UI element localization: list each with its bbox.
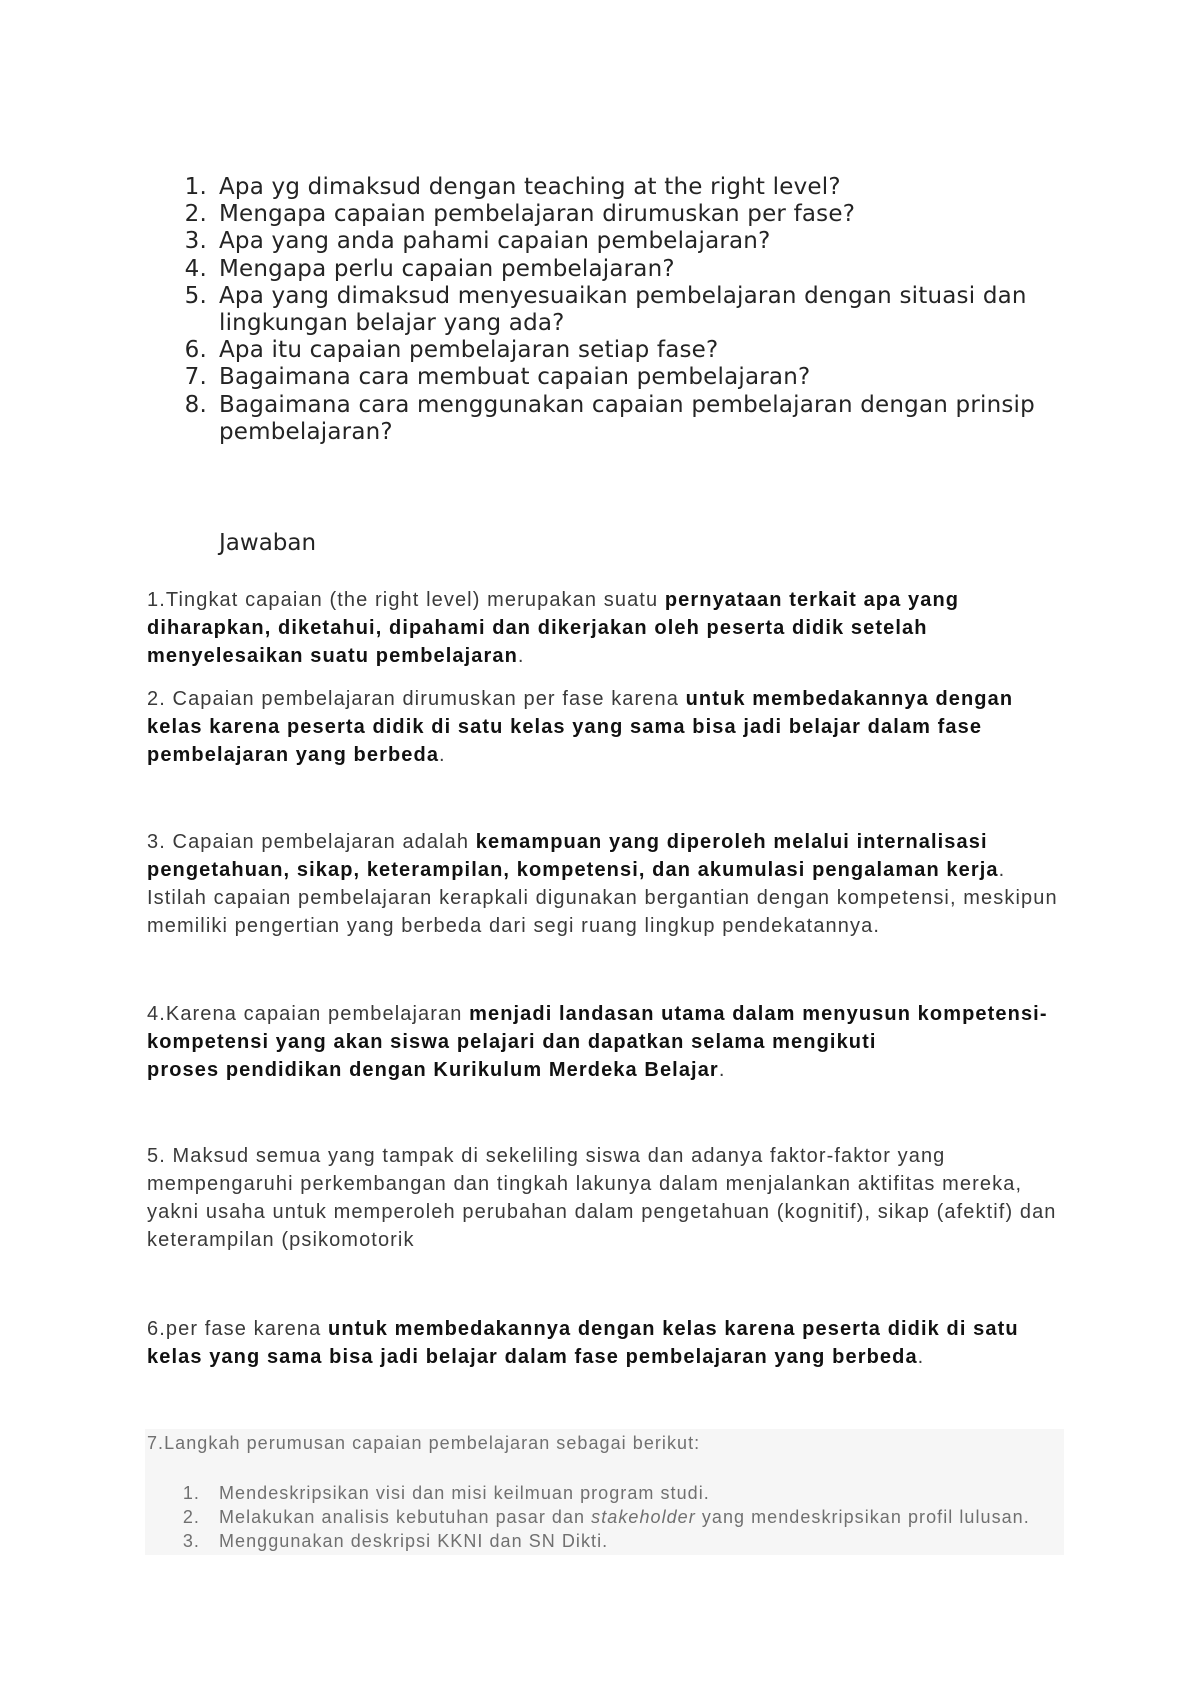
answer-5 [147, 1142, 1057, 1254]
answer-4 [147, 1000, 1048, 1084]
answer-emphasis: untuk membedakannya dengan [685, 688, 1014, 710]
answer-emphasis: kelas karena peserta didik di satu kelas yang sama bisa jadi belajar dalam fase [147, 716, 983, 738]
question-number: 3. [184, 228, 207, 255]
question-text: Mengapa perlu capaian pembelajaran? [219, 255, 675, 282]
question-item [175, 228, 1035, 255]
answer-line [147, 1226, 1057, 1254]
answer-line [147, 741, 1013, 769]
answer-emphasis: menyelesaikan suatu pembelajaran [147, 645, 518, 667]
answer-line [147, 1315, 1019, 1343]
answer-text: . [718, 1059, 726, 1081]
question-number: 4. [184, 255, 207, 282]
answer-3 [147, 828, 1058, 940]
answer-line [147, 856, 1058, 884]
answer-text: . [517, 645, 525, 667]
question-text: Mengapa capaian pembelajaran dirumuskan per fase? [219, 201, 856, 228]
answer-text: memiliki pengertian yang berbeda dari segi ruang lingkup pendekatannya. [147, 915, 880, 937]
answer-emphasis: pengetahuan, sikap, keterampilan, kompetensi, dan akumulasi pengalaman kerja [147, 859, 999, 881]
answer-line [147, 1028, 1048, 1056]
step-number: 3. [182, 1531, 200, 1551]
answer-text: . [439, 744, 446, 766]
answer-emphasis: pernyataan terkait apa yang [664, 589, 960, 611]
question-item [175, 392, 1035, 446]
answer-1 [147, 586, 959, 670]
answer-line [147, 1142, 1057, 1170]
step-number: 1. [182, 1483, 200, 1503]
answer-line [147, 1000, 1048, 1028]
answer-2 [147, 685, 1013, 769]
step-text: yang mendeskripsikan profil lulusan. [695, 1507, 1030, 1527]
answer-text: 5. Maksud semua yang tampak di sekeliling siswa dan adanya faktor-faktor yang [147, 1145, 946, 1167]
answer-line [147, 1198, 1057, 1226]
answer-text: Istilah capaian pembelajaran kerapkali digunakan bergantian dengan kompetensi, meskipun [147, 887, 1058, 909]
step-item [145, 1529, 1030, 1553]
answer-emphasis: untuk membedakannya dengan kelas karena peserta didik di satu [328, 1318, 1019, 1340]
steps-box [145, 1429, 1064, 1555]
answers-heading: Jawaban [219, 530, 317, 556]
answer-emphasis: kelas yang sama bisa jadi belajar dalam fase pembelajaran yang berbeda [147, 1346, 918, 1368]
answer-emphasis: kompetensi yang akan siswa pelajari dan dapatkan selama mengikuti [147, 1031, 877, 1053]
steps-list [145, 1481, 1030, 1553]
question-list [175, 174, 1035, 446]
answer-text: yakni usaha untuk memperoleh perubahan dalam pengetahuan (kognitif), sikap (afektif) dan [147, 1201, 1057, 1223]
step-text: Menggunakan deskripsi KKNI dan SN Dikti. [219, 1531, 609, 1551]
question-item [175, 364, 1035, 391]
answer-line [147, 912, 1058, 940]
question-text: Apa yg dimaksud dengan teaching at the right level? [219, 174, 841, 200]
answer-line [147, 1343, 1019, 1371]
answer-emphasis: menjadi landasan utama dalam menyusun kompetensi- [469, 1003, 1048, 1025]
answer-text: 2. Capaian pembelajaran dirumuskan per fase karena [147, 688, 686, 710]
question-text: Apa itu capaian pembelajaran setiap fase? [219, 337, 719, 364]
answer-line [147, 685, 1013, 713]
answer-text: keterampilan (psikomotorik [147, 1229, 415, 1251]
question-text: Apa yang anda pahami capaian pembelajaran? [219, 228, 771, 255]
question-item [175, 283, 1035, 337]
answer-text: . [917, 1346, 925, 1368]
question-number: 1. [184, 174, 207, 200]
question-item [175, 256, 1035, 283]
answer-line [147, 884, 1058, 912]
answer-text: . [998, 859, 1006, 881]
step-text: Melakukan analisis kebutuhan pasar dan [219, 1507, 592, 1527]
steps-intro: 7.Langkah perumusan capaian pembelajaran sebagai berikut: [147, 1433, 701, 1453]
answer-emphasis: kemampuan yang diperoleh melalui internalisasi [475, 831, 988, 853]
question-text: Apa yang dimaksud menyesuaikan pembelajaran dengan situasi dan [219, 282, 1027, 309]
question-text: Bagaimana cara membuat capaian pembelajaran? [219, 364, 811, 391]
step-item [145, 1481, 1030, 1505]
step-item [145, 1505, 1030, 1529]
step-number: 2. [182, 1507, 200, 1527]
step-text: Mendeskripsikan visi dan misi keilmuan program studi. [219, 1483, 710, 1503]
question-number: 6. [184, 337, 207, 364]
answer-emphasis: proses pendidikan dengan Kurikulum Merdeka Belajar [147, 1059, 719, 1081]
answer-emphasis: diharapkan, diketahui, dipahami dan dikerjakan oleh peserta didik setelah [147, 617, 928, 639]
answer-text: mempengaruhi perkembangan dan tingkah lakunya dalam menjalankan aktifitas mereka, [147, 1173, 1023, 1195]
answer-line [147, 828, 1058, 856]
question-text: pembelajaran? [219, 418, 393, 445]
answer-text: 1.Tingkat capaian (the right level) merupakan suatu [147, 589, 665, 611]
answer-6 [147, 1315, 1019, 1371]
answer-line [147, 1056, 1048, 1084]
answer-line [147, 713, 1013, 741]
answer-line [147, 614, 959, 642]
question-item [175, 174, 1035, 201]
question-text: Bagaimana cara menggunakan capaian pembelajaran dengan prinsip [219, 391, 1035, 418]
question-item [175, 337, 1035, 364]
question-item [175, 201, 1035, 228]
step-emphasis: stakeholder [591, 1507, 696, 1527]
answer-emphasis: pembelajaran yang berbeda [147, 744, 440, 766]
question-number: 7. [184, 364, 207, 391]
question-number: 5. [184, 282, 207, 309]
answer-text: 6.per fase karena [147, 1318, 329, 1340]
answer-line [147, 1170, 1057, 1198]
question-number: 8. [184, 391, 207, 418]
answer-text: 4.Karena capaian pembelajaran [147, 1003, 470, 1025]
answer-line [147, 642, 959, 670]
question-text: lingkungan belajar yang ada? [219, 309, 565, 336]
question-number: 2. [184, 201, 207, 228]
answer-text: 3. Capaian pembelajaran adalah [147, 831, 476, 853]
answer-line [147, 586, 959, 614]
